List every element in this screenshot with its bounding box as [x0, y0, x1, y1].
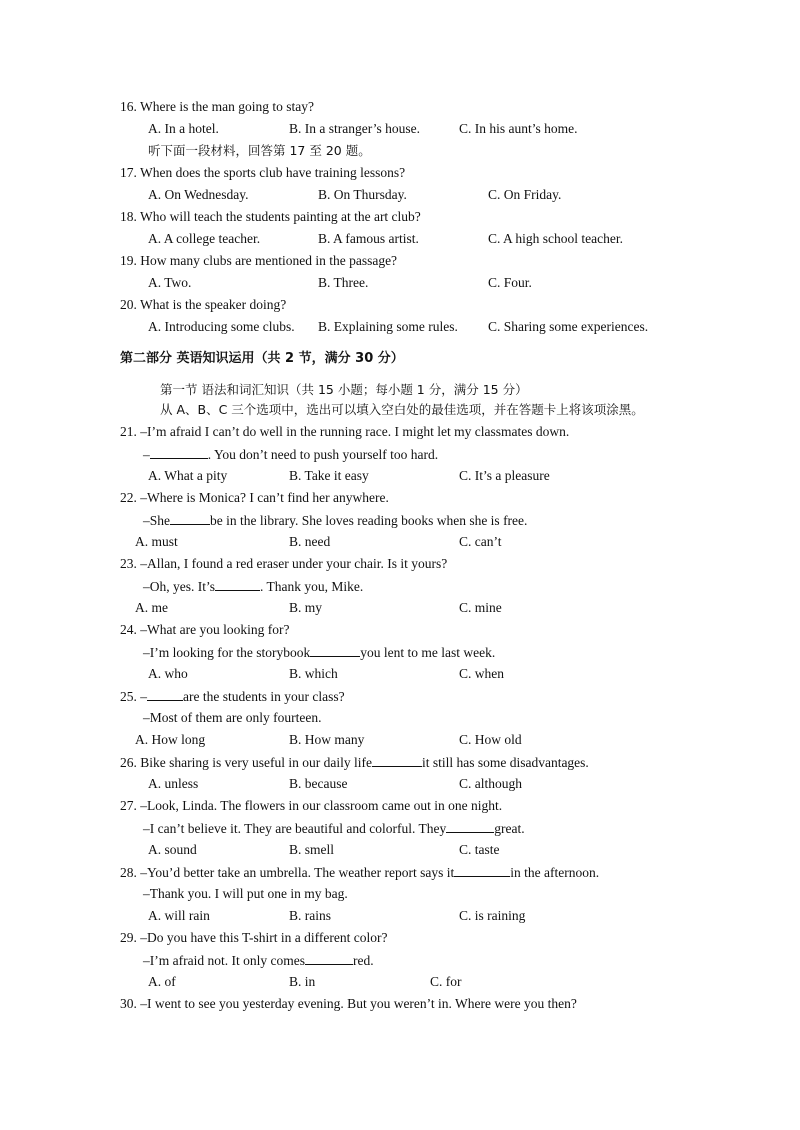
q26-option-a: A. unless [148, 776, 199, 791]
listening-instruction: 听下面一段材料，回答第 17 至 20 题。 [148, 143, 371, 158]
answer-blank [372, 754, 422, 767]
question-21-line-1: 21. –I’m afraid I can’t do well in the running race. I might let my classmates down. [120, 424, 570, 439]
q29-option-a: A. of [148, 974, 176, 989]
q28-option-c: C. is raining [459, 908, 526, 923]
question-25-line-2: –Most of them are only fourteen. [143, 710, 322, 725]
q28-option-b: B. rains [289, 908, 331, 923]
q18-option-b: B. A famous artist. [318, 231, 419, 246]
q26-option-b: B. because [289, 776, 348, 791]
q17-option-c: C. On Friday. [488, 187, 562, 202]
section-1-instruction: 从 A、B、C 三个选项中，选出可以填入空白处的最佳选项，并在答题卡上将该项涂黑。 [160, 402, 644, 417]
q19-option-b: B. Three. [318, 275, 369, 290]
q24-option-b: B. which [289, 666, 338, 681]
answer-blank [147, 688, 183, 701]
q29-option-c: C. for [430, 974, 462, 989]
question-18-stem: 18. Who will teach the students painting at the art club? [120, 209, 421, 224]
question-19-stem: 19. How many clubs are mentioned in the passage? [120, 253, 398, 268]
question-28-line-2: –Thank you. I will put one in my bag. [143, 886, 348, 901]
q21-option-b: B. Take it easy [289, 468, 369, 483]
q22-option-b: B. need [289, 534, 331, 549]
question-16-stem: 16. Where is the man going to stay? [120, 99, 314, 114]
section-1-heading: 第一节 语法和词汇知识（共 15 小题；每小题 1 分，满分 15 分） [160, 382, 528, 397]
q27-option-c: C. taste [459, 842, 500, 857]
q25-option-c: C. How old [459, 732, 522, 747]
question-26-line-1: 26. Bike sharing is very useful in our daily life it still has some disadvantages. [120, 755, 589, 770]
q16-option-b: B. In a stranger’s house. [289, 121, 420, 136]
answer-blank [150, 446, 208, 459]
question-29-line-2: –I’m afraid not. It only comes red. [143, 953, 374, 968]
q17-option-b: B. On Thursday. [318, 187, 407, 202]
q17-option-a: A. On Wednesday. [148, 187, 249, 202]
question-30-line-1: 30. –I went to see you yesterday evening. But you weren’t in. Where were you then? [120, 996, 577, 1011]
q22-option-c: C. can’t [459, 534, 502, 549]
q19-option-c: C. Four. [488, 275, 532, 290]
question-22-line-2: –She be in the library. She loves reading books when she is free. [143, 513, 528, 528]
question-21-line-2: – . You don’t need to push yourself too hard. [143, 447, 439, 462]
question-24-line-2: –I’m looking for the storybook you lent to me last week. [143, 645, 496, 660]
q27-option-b: B. smell [289, 842, 335, 857]
q25-option-a: A. How long [135, 732, 206, 747]
q29-option-b: B. in [289, 974, 316, 989]
q16-option-c: C. In his aunt’s home. [459, 121, 578, 136]
question-22-line-1: 22. –Where is Monica? I can’t find her anywhere. [120, 490, 389, 505]
q20-option-c: C. Sharing some experiences. [488, 319, 649, 334]
q28-option-a: A. will rain [148, 908, 210, 923]
q24-option-c: C. when [459, 666, 504, 681]
q18-option-c: C. A high school teacher. [488, 231, 623, 246]
q27-option-a: A. sound [148, 842, 197, 857]
question-27-line-2: –I can’t believe it. They are beautiful and colorful. They great. [143, 821, 525, 836]
question-27-line-1: 27. –Look, Linda. The flowers in our classroom came out in one night. [120, 798, 503, 813]
question-23-line-1: 23. –Allan, I found a red eraser under your chair. Is it yours? [120, 556, 448, 571]
part-2-heading: 第二部分 英语知识运用（共 2 节，满分 30 分） [120, 351, 404, 366]
question-20-stem: 20. What is the speaker doing? [120, 297, 287, 312]
q21-option-c: C. It’s a pleasure [459, 468, 550, 483]
question-24-line-1: 24. –What are you looking for? [120, 622, 290, 637]
q19-option-a: A. Two. [148, 275, 192, 290]
q21-option-a: A. What a pity [148, 468, 228, 483]
answer-blank [446, 820, 494, 833]
question-23-line-2: –Oh, yes. It’s . Thank you, Mike. [143, 579, 364, 594]
question-29-line-1: 29. –Do you have this T-shirt in a different color? [120, 930, 388, 945]
q18-option-a: A. A college teacher. [148, 231, 261, 246]
answer-blank [310, 644, 360, 657]
q23-option-b: B. my [289, 600, 323, 615]
q26-option-c: C. although [459, 776, 522, 791]
question-28-line-1: 28. –You’d better take an umbrella. The weather report says it in the afternoon. [120, 865, 600, 880]
answer-blank [454, 864, 510, 877]
q20-option-a: A. Introducing some clubs. [148, 319, 295, 334]
q25-option-b: B. How many [289, 732, 365, 747]
q20-option-b: B. Explaining some rules. [318, 319, 458, 334]
answer-blank [170, 512, 210, 525]
question-17-stem: 17. When does the sports club have training lessons? [120, 165, 406, 180]
q23-option-c: C. mine [459, 600, 502, 615]
answer-blank [305, 952, 353, 965]
answer-blank [215, 578, 260, 591]
q22-option-a: A. must [135, 534, 178, 549]
q23-option-a: A. me [135, 600, 168, 615]
question-25-line-1: 25. – are the students in your class? [120, 689, 345, 704]
q16-option-a: A. In a hotel. [148, 121, 219, 136]
q24-option-a: A. who [148, 666, 188, 681]
